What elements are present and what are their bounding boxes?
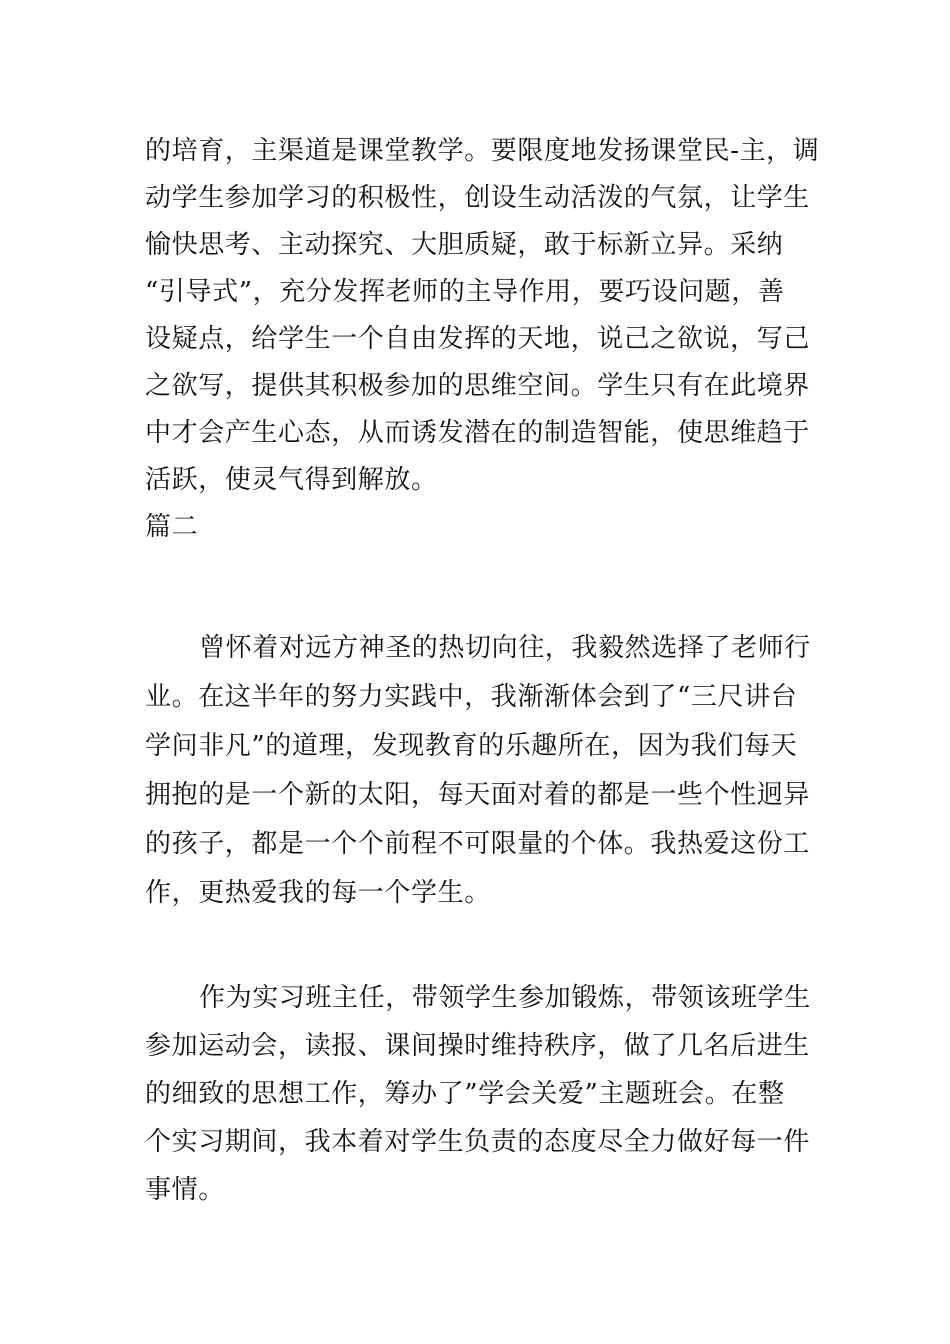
text-line: 业。在这半年的努力实践中，我渐渐体会到了“三尺讲台 [145, 682, 798, 712]
text-line: 愉快思考、主动探究、大胆质疑，敢于标新立异。采纳 [145, 230, 784, 260]
text-line: 参加运动会，读报、课间操时维持秩序，做了几名后进生 [145, 1031, 811, 1061]
text-line: 作为实习班主任，带领学生参加锻炼，带领该班学生 [199, 983, 811, 1013]
text-line: 事情。 [145, 1175, 225, 1205]
text-line: 的孩子，都是一个个前程不可限量的个体。我热爱这份工 [145, 829, 811, 859]
text-line: 设疑点，给学生一个自由发挥的天地，说己之欲说，写己 [145, 324, 811, 354]
text-line: 拥抱的是一个新的太阳，每天面对着的都是一些个性迥异 [145, 780, 811, 810]
text-line: 之欲写，提供其积极参加的思维空间。学生只有在此境界 [145, 371, 811, 401]
text-line: “引导式”，充分发挥老师的主导作用，要巧设问题，善 [145, 277, 785, 307]
text-line: 作，更热爱我的每一个学生。 [145, 878, 491, 908]
text-line: 的培育，主渠道是课堂教学。要限度地发扬课堂民-主，调 [145, 136, 820, 166]
text-line: 的细致的思想工作，筹办了”学会关爱”主题班会。在整 [145, 1079, 785, 1109]
text-line: 曾怀着对远方神圣的热切向往，我毅然选择了老师行 [199, 633, 811, 663]
text-line: 活跃，使灵气得到解放。 [145, 465, 438, 495]
text-line: 学问非凡”的道理，发现教育的乐趣所在，因为我们每天 [145, 731, 798, 761]
text-line: 个实习期间，我本着对学生负责的态度尽全力做好每一件 [145, 1127, 811, 1157]
text-line: 中才会产生心态，从而诱发潜在的制造智能，使思维趋于 [145, 418, 811, 448]
section-heading: 篇二 [145, 512, 199, 542]
text-line: 动学生参加学习的积极性，创设生动活泼的气氛，让学生 [145, 183, 811, 213]
